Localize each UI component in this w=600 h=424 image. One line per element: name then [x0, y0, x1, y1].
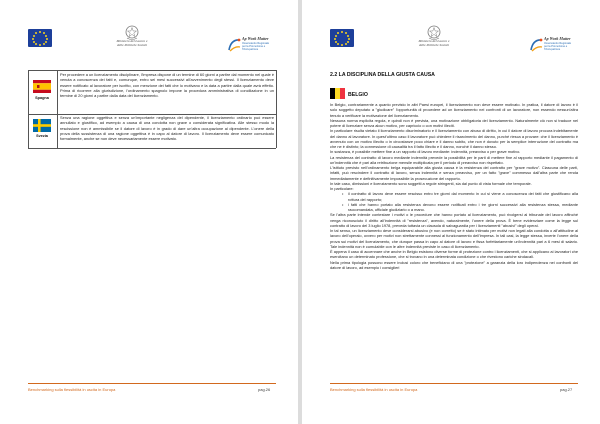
ministry-label: Ministero del Lavoro e delle Politiche Sociali: [116, 39, 148, 47]
list-item: • i fatti che hanno portato alla resistenza devono essere notificati entro i tre giorni successivi alla resistenza stessa, mediante raccomandata, ufficiale giudiziario o a mano.: [342, 202, 578, 213]
spain-text: Per procedere a un licenziamento disciplinare, l'impresa dispone di un termine di 60 giorni a partire dal momento nel quale è venuta a conoscenza dei fatti e, comunque, entro sei mesi successivi all'avvenimento degli stessi. Il licenziamento deve essere notificato al lavoratore per iscritto, con menzione dei fatti che lo motivano e la data a partire dalla quale avrà effetto. Prima di ricorrere alla giurisdizione, l'ordinamento spagnolo impone la procedura amministrativa di conciliazione in un termine di 20 giorni a partire dalla data del licenziamento.: [60, 72, 274, 98]
body-text: [330, 102, 578, 270]
ap-title: Ap Work Matter: [544, 36, 571, 41]
spain-label: Spagna: [35, 96, 49, 100]
table-border-left: [28, 70, 29, 148]
page-number: pag.26: [258, 387, 271, 392]
ap-title: Ap Work Matter: [242, 36, 269, 41]
footer-rule: [28, 383, 276, 384]
ap-logo-icon: [529, 36, 544, 54]
eu-flag-icon: [28, 29, 52, 47]
section-title: 2.2 LA DISCIPLINA DELLA GIUSTA CAUSA: [330, 72, 435, 78]
paragraph: In particolare:: [330, 186, 354, 191]
footer-title: Benchmarking sulla flessibilità in uscita in Europa: [330, 387, 418, 392]
paragraph: L'istituto previsto nell'ordinamento belga equiparabile alla giusta causa è la resistenza del contratto per "grave motivo". Ciascuna delle parti, infatti, può rescindere il contratto di lavoro, senza indennità e senza preavviso, per un fatto "grave" commesso dall'altra parte che renda immediatamente e definitivamente impossibile la prosecuzione del rapporto.: [330, 165, 578, 181]
ap-logo: [227, 36, 271, 56]
left-page: [0, 0, 298, 424]
country-heading: BELGIO: [348, 92, 368, 98]
paragraph: La resistenza del contratto di lavoro mediante indennità prevede la possibilità per le parti di mettere fine al rapporto mediante il pagamento di un'indennità che è pari alla retribuzione mensile moltiplicata per il periodo di preavviso non rispettato.: [330, 154, 578, 165]
ap-logo: [529, 36, 573, 56]
table-rule-top: [28, 70, 276, 71]
paragraph: Nella prima tipologia possono essere inclusi coloro che beneficiano di una "protezione" a garanzia della loro indipendenza nei confronti del datore di lavoro, ad esempio i consiglieri: [330, 259, 578, 270]
paragraph: In tal senso, un licenziamento deve considerarsi abusivo (e non corretto) se è stato intimato per motivi non legati alla condotta o all'attitudine al lavoro dell'operaio, ovvero per motivi non strettamente connessi al funzionamento dell'impresa. In tali casi, la legge stessa, inverte l'onere della prova sui motivi del licenziamento, che dunque passa in capo al datore di lavoro e fissa forfettariamente un'indennità pari a 6 mesi di salario. Tale indennità non è cumulabile con le altre indennità previste in caso di licenziamento.: [330, 228, 578, 249]
sweden-label: Svezia: [36, 134, 48, 138]
ap-subtitle: Osservatorio Regionale per la Promozione e l'Occupazione: [242, 42, 270, 51]
paragraph: Se l'altra parte intende contestare i motivi o le procedure che hanno portato al licenziamento, può rivolgersi al tribunale del lavoro affinché venga riconosciuto il diritto all'indennità di "resistenza", avendo, naturalmente, l'onere della prova. È bene evidenziare come la legge sul contratto di lavoro del 3 luglio 1978, preveda tuttavia un clausola di salvaguardia per i licenziamenti "abusivi" degli operai.: [330, 212, 578, 228]
table-rule-bottom: [28, 148, 276, 149]
paragraph: In tale caso, dimissioni e licenziamento sono soggetti a regole stringenti, sia dal punto di vista formale che temporale.: [330, 180, 532, 186]
eu-flag-icon: [330, 29, 354, 47]
footer-title: Benchmarking sulla flessibilità in uscita in Europa: [28, 387, 116, 392]
ministry-label: Ministero del Lavoro e delle Politiche Sociali: [418, 39, 450, 47]
paragraph: È appena il caso di accennare che anche in Belgio esistono diverse forme di protezione contro i licenziamenti, che si applicano ai lavoratori che esercitano un determinato professione, che si trovano in una determinata condizione o che rivestono cariche sindacali.: [330, 249, 578, 260]
bullet-list: [342, 191, 578, 212]
table-border-right: [276, 70, 277, 148]
paragraph: In Belgio, contrariamente a quanto previsto in altri Paesi europei, il licenziamento non deve essere motivato. In pratica, il datore di lavoro è il solo soggetto deputato a "giudicare" l'opportunità di procedere ad un licenziamento nei confronti di un lavoratore, non essendo nessun'altra tenuto a verificare la motivazione del licenziamento.: [330, 102, 578, 118]
paragraph: In particolare risulta vietato il licenziamento discriminatorio e il licenziamento con abuso di diritto, in cui il datore di lavoro procura indebitamente del danno al lavoratore. In quest'ultimo caso il lavoratore può chiedere il risarcimento del danno, purché riesca a provare: che il licenziamento è avvenuto con un motivo illecito o in circostanze poco chiare e il danno subito, che non è dovuto per la semplice interruzione del contratto ma che ne è distinto; la connessione di causalità tra il fatto illecito e il danno, nonché il danno stesso.: [330, 128, 578, 149]
table-column-divider: [57, 70, 58, 148]
belgium-flag-icon: [330, 88, 345, 99]
sweden-text: Senza una ragione oggettiva e senza un'importante negligenza del dipendente, il licenziamento ordinario può essere annullato e giustifico, ad esempio a causa di una condotta non grave o considerata significativa. Alle stesso modo la rescissione non è ammissibile se il datore di lavoro è in grado di dare un'altra occupazione al dipendente. L'onere della prova della sussistenza di una ragione oggettiva è in capo al datore di lavoro. Il licenziamento deve essere comunicato formalmente, anche se non deve necessariamente essere motivato.: [60, 115, 274, 141]
right-page: [302, 0, 600, 424]
page-number: pag.27: [560, 387, 573, 392]
paragraph: In sostanza, è possibile mettere fine a un rapporto di lavoro mediante: indennità, preavviso o per grave motivo.: [330, 149, 521, 155]
ap-logo-icon: [227, 36, 242, 54]
ap-subtitle: Osservatorio Regionale per la Promozione e l'Occupazione: [544, 42, 572, 51]
sweden-flag-icon: [33, 119, 51, 132]
footer-rule: [330, 383, 578, 384]
list-item: • il contratto di lavoro deve essere rescisso entro tre giorni dal momento in cui si viene a conoscenza dei fatti che giustificano alla rottura del rapporto;: [342, 191, 578, 202]
paragraph: Nessuna norma esplicita regola, e quindi non è prevista, una motivazione obbligatoria del licenziamento. Naturalmente ciò non si traduce nel potere di licenziare senza alcun motivo, per capriccio o con motivi illeciti.: [330, 117, 578, 128]
spain-flag-icon: [33, 80, 51, 93]
